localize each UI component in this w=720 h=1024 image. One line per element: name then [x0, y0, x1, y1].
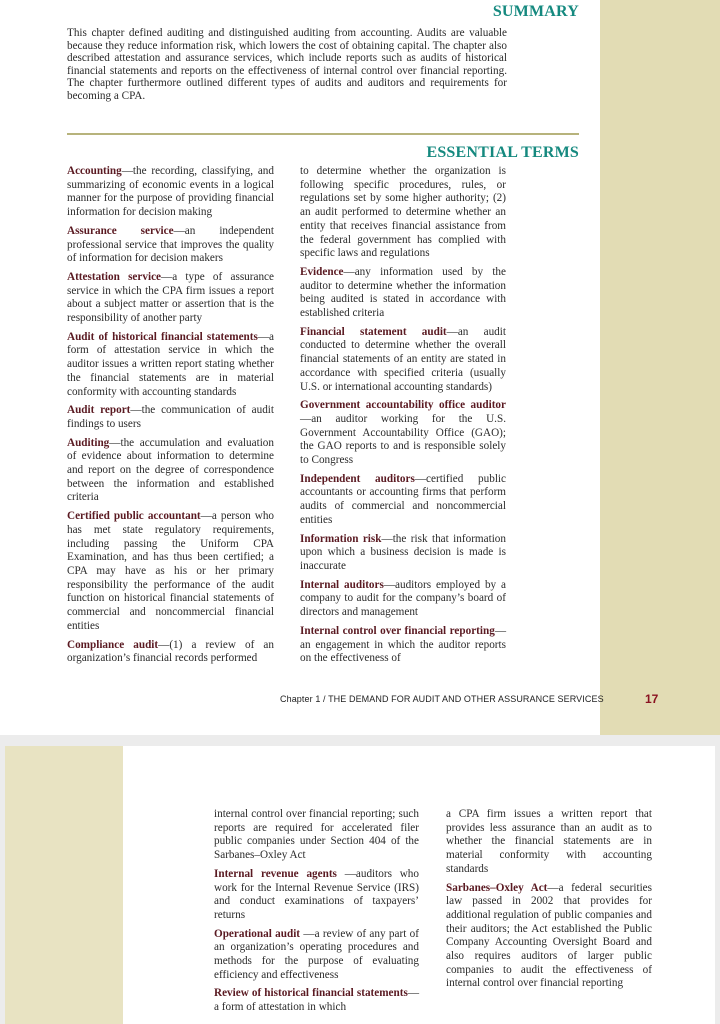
term-name: Certified public accountant	[67, 510, 201, 523]
summary-heading: SUMMARY	[492, 3, 579, 20]
term-entry	[300, 266, 506, 321]
term-definition: —a person who has met state regulatory requirements, including passing the Uniform CPA Examination, and has thus been certified; a CPA may have as his or her primary responsibility the performance of the audit function on historical financial statements of commercial and noncommercial financial entities	[67, 510, 275, 632]
term-definition: —a type of assurance service in which the CPA firm issues a report about a subject matter or assertion that is the responsibility of another party	[67, 270, 274, 325]
term-entry	[300, 625, 506, 666]
term-continuation: internal control over financial reporting; such reports are required for accelerated filer public companies under Section 404 of the Sarbanes–Oxley Act	[214, 808, 419, 862]
term-entry	[446, 882, 652, 992]
term-name: Audit report	[67, 404, 131, 417]
term-name: Government accountability office auditor	[300, 399, 506, 412]
term-entry	[300, 473, 506, 528]
term-name: Auditing	[67, 436, 110, 449]
term-entry	[67, 271, 274, 326]
term-definition: —auditors employed by a company to audit for the company’s board of directors and management	[300, 578, 506, 619]
terms-column-left	[214, 808, 419, 1020]
term-name: Information risk	[300, 532, 382, 545]
terms-column-right	[446, 808, 652, 996]
term-definition: —an independent professional service that improves the quality of information for decision makers	[67, 224, 274, 265]
term-definition: —a form of attestation in which	[214, 987, 419, 1014]
term-name: Review of historical financial statements	[214, 987, 408, 1000]
term-definition: —auditors who work for the Internal Revenue Service (IRS) and conduct examinations of taxpayers’ returns	[214, 867, 419, 921]
term-entry	[67, 165, 274, 220]
textbook-page-18	[5, 746, 715, 1024]
term-definition: —an engagement in which the auditor reports on the effectiveness of	[300, 624, 506, 665]
term-definition: —a review of any part of an organization’s operating procedures and methods for the purpose of evaluating efficiency and effectiveness	[214, 927, 420, 981]
term-definition: —certified public accountants or accounting firms that perform audits of commercial and noncommercial entities	[300, 472, 507, 526]
term-name: Compliance audit	[67, 638, 159, 651]
term-name: Internal revenue agents	[214, 867, 337, 880]
running-footer: Chapter 1 / THE DEMAND FOR AUDIT AND OTHER ASSURANCE SERVICES	[280, 694, 604, 704]
term-name: Financial statement audit	[300, 325, 447, 338]
term-definition: —a form of attestation service in which the auditor issues a written report stating whether the financial statements are in material conformity with accounting standards	[67, 330, 274, 398]
term-entry	[67, 437, 274, 506]
term-definition: —(1) a review of an organization’s financial records performed	[67, 638, 274, 665]
page-number: 17	[645, 692, 659, 706]
term-entry	[214, 868, 419, 923]
term-name: Internal auditors	[300, 578, 384, 591]
term-entry	[300, 533, 506, 574]
term-name: Evidence	[300, 265, 344, 278]
term-name: Attestation service	[67, 270, 161, 283]
terms-column-right	[300, 165, 506, 671]
term-name: Sarbanes–Oxley Act	[446, 881, 548, 894]
term-definition: —a federal securities law passed in 2002 that provides for additional regulation of public companies and their auditors; the Act established the Public Company Accounting Oversight Board and also requires auditors of larger public companies to audit the effectiveness of internal control over financial reporting	[446, 881, 652, 990]
term-definition: —the risk that information upon which a business decision is made is inaccurate	[300, 532, 506, 572]
term-entry	[300, 326, 506, 395]
term-definition: —an auditor working for the U.S. Government Accountability Office (GAO); the GAO reports to and is responsible solely to Congress	[300, 412, 506, 467]
term-definition: —the recording, classifying, and summarizing of economic events in a logical manner for the purpose of providing financial information for decision making	[67, 165, 274, 219]
term-definition: —the communication of audit findings to users	[67, 404, 275, 430]
term-entry	[67, 225, 274, 266]
term-definition: —any information used by the auditor to determine whether the information being audited is stated in accordance with established criteria	[300, 265, 506, 320]
essential-terms-heading: ESSENTIAL TERMS	[426, 144, 579, 161]
term-entry	[214, 928, 419, 983]
term-name: Assurance service	[67, 224, 174, 237]
term-name: Internal control over financial reporting	[300, 624, 495, 637]
term-definition: —the accumulation and evaluation of evidence about information to determine and report on the degree of correspondence between the information and established criteria	[67, 436, 274, 504]
page-margin-band	[5, 746, 123, 1024]
page-margin-band	[600, 0, 720, 735]
term-name: Audit of historical financial statements	[67, 330, 258, 343]
term-entry	[67, 510, 274, 633]
term-name: Operational audit	[214, 927, 301, 940]
term-entry	[67, 331, 274, 400]
term-continuation: to determine whether the organization is following specific procedures, rules, or regulations set by some higher authority; (2) an audit performed to determine whether an entity that receives financial assistance from the federal government has complied with specific laws and regulations	[300, 165, 506, 260]
term-entry	[67, 639, 274, 666]
summary-paragraph: This chapter defined auditing and distinguished auditing from accounting. Audits are valuable because they reduce information risk, which lowers the cost of obtaining capital. The chapter also described attestation and assurance services, which include reports such as audits of historical financial statements and reports on the effectiveness of internal control over financial reporting. The chapter furthermore outlined different types of audits and auditors and requirements for becoming a CPA.	[67, 27, 507, 102]
term-name: Accounting	[67, 165, 122, 177]
section-divider	[67, 133, 579, 135]
term-entry	[300, 579, 506, 620]
term-entry	[214, 987, 419, 1014]
term-entry	[67, 404, 274, 431]
term-entry	[300, 399, 506, 468]
term-continuation: a CPA firm issues a written report that provides less assurance than an audit as to whether the financial statements are in material conformity with accounting standards	[446, 808, 652, 875]
term-definition: —an audit conducted to determine whether the overall financial statements of an entity are stated in accordance with specified criteria (usually U.S. or international accounting standards)	[300, 325, 506, 393]
term-name: Independent auditors	[300, 472, 415, 485]
terms-column-left	[67, 165, 274, 671]
